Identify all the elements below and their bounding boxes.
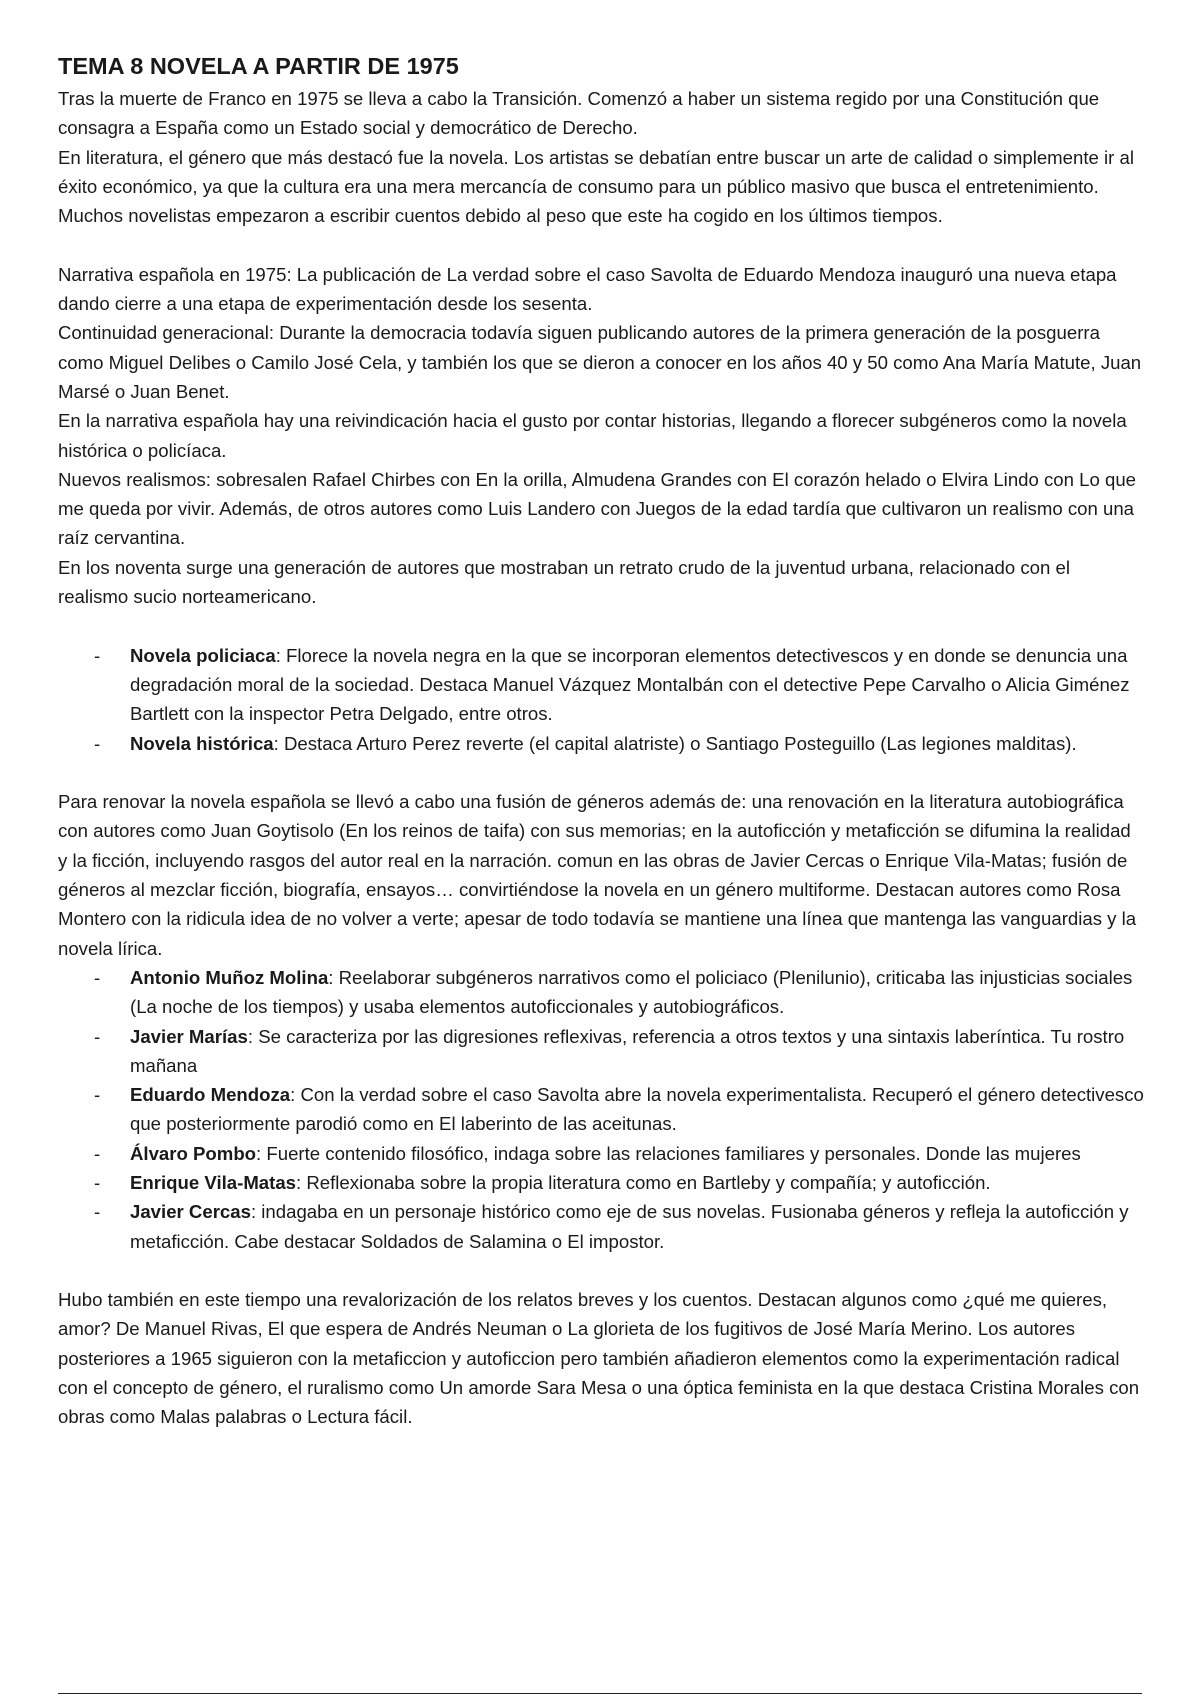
authors-list bbox=[58, 963, 1144, 1256]
genre-text: : Destaca Arturo Perez reverte (el capital alatriste) o Santiago Posteguillo (Las legiones malditas). bbox=[273, 732, 1077, 754]
author-name: Javier Cercas bbox=[130, 1201, 251, 1223]
spacer bbox=[58, 1256, 1144, 1285]
footer-rule bbox=[58, 1693, 1142, 1694]
author-name: Javier Marías bbox=[130, 1025, 248, 1047]
narrativa-paragraph-3: En la narrativa española hay una reivindicación hacia el gusto por contar historias, llegando a florecer subgéneros como la novela histórica o policíaca. bbox=[58, 410, 1127, 461]
relatos-paragraph: Hubo también en este tiempo una revalorización de los relatos breves y los cuentos. Destacan algunos como ¿qué me quieres, amor? De Manuel Rivas, El que espera de Andrés Neuman o La glorieta de los fugitivos de José María Merino. Los autores posteriores a 1965 siguieron con la metaficcion y autoficcion pero también añadieron elementos como la experimentación radical con el concepto de género, el ruralismo como Un amorde Sara Mesa o una óptica feminista en la que destaca Cristina Morales con obras como Malas palabras o Lectura fácil. bbox=[58, 1289, 1140, 1428]
genre-text: : Florece la novela negra en la que se incorporan elementos detectivescos y en donde se denuncia una degradación moral de la sociedad. Destaca Manuel Vázquez Montalbán con el detective Pepe Carvalho o Alicia Giménez Bartlett con la inspector Petra Delgado, entre otros. bbox=[130, 644, 1130, 725]
author-text: : Reelaborar subgéneros narrativos como el policiaco (Plenilunio), criticaba las injusticias sociales (La noche de los tiempos) y usaba elementos autoficcionales y autobiográficos. bbox=[130, 966, 1133, 1018]
genres-list bbox=[58, 641, 1144, 758]
list-item bbox=[94, 729, 1144, 758]
author-text: : Se caracteriza por las digresiones reflexivas, referencia a otros textos y una sintaxis laberíntica. Tu rostro mañana bbox=[130, 1025, 1125, 1076]
author-name: Antonio Muñoz Molina bbox=[130, 966, 329, 988]
narrativa-paragraph-5: En los noventa surge una generación de autores que mostraban un retrato crudo de la juventud urbana, relacionado con el realismo sucio norteamericano. bbox=[58, 556, 1070, 608]
intro-paragraph-2: En literatura, el género que más destacó fue la novela. Los artistas se debatían entre buscar un arte de calidad o simplemente ir al éxito económico, ya que la cultura era una mera mercancía de consumo para un público masivo que busca el entretenimiento. Muchos novelistas empezaron a escribir cuentos debido al peso que este ha cogido en los últimos tiempos. bbox=[58, 146, 1134, 227]
renovar-paragraph: Para renovar la novela española se llevó a cabo una fusión de géneros además de: una renovación en la literatura autobiográfica con autores como Juan Goytisolo (En los reinos de taifa) con sus memorias; en la autoficción y metaficción se difumina la realidad y la ficción, incluyendo rasgos del autor real en la narración. comun en las obras de Javier Cercas o Enrique Vila-Matas; fusión de géneros al mezclar ficción, biografía, ensayos… convirtiéndose la novela en un género multiforme. Destacan autores como Rosa Montero con la ridicula idea de no volver a verte; apesar de todo todavía se mantiene una línea que mantenga las vanguardias y la novela lírica. bbox=[58, 791, 1137, 959]
author-name: Álvaro Pombo bbox=[130, 1142, 257, 1164]
bullet-dash: - bbox=[94, 966, 101, 988]
bullet-dash: - bbox=[94, 644, 101, 666]
narrativa-paragraph-2: Continuidad generacional: Durante la democracia todavía siguen publicando autores de la primera generación de la posguerra como Miguel Delibes o Camilo José Cela, y también los que se dieron a conocer en los años 40 y 50 como Ana María Matute, Juan Marsé o Juan Benet. bbox=[58, 322, 1142, 402]
genre-term: Novela histórica bbox=[130, 732, 274, 754]
list-item bbox=[94, 963, 1144, 1022]
list-item bbox=[94, 1139, 1144, 1168]
bullet-dash: - bbox=[94, 1142, 101, 1164]
list-item bbox=[94, 1197, 1144, 1256]
spacer bbox=[58, 611, 1144, 640]
bullet-dash: - bbox=[94, 1084, 101, 1106]
author-text: : Con la verdad sobre el caso Savolta abre la novela experimentalista. Recuperó el género detectivesco que posteriormente parodió como en El laberinto de las aceitunas. bbox=[130, 1084, 1144, 1135]
document-page bbox=[58, 52, 1144, 1432]
author-text: : Reflexionaba sobre la propia literatura como en Bartleby y compañía; y autoficción. bbox=[296, 1171, 991, 1193]
list-item bbox=[94, 1022, 1144, 1081]
bullet-dash: - bbox=[94, 1025, 101, 1047]
list-item bbox=[94, 1080, 1144, 1139]
bullet-dash: - bbox=[94, 1171, 101, 1193]
bullet-dash: - bbox=[94, 1201, 101, 1223]
author-text: : Fuerte contenido filosófico, indaga sobre las relaciones familiares y personales. Donde las mujeres bbox=[256, 1142, 1081, 1164]
author-name: Enrique Vila-Matas bbox=[130, 1171, 297, 1193]
author-name: Eduardo Mendoza bbox=[130, 1084, 291, 1106]
document-title: TEMA 8 NOVELA A PARTIR DE 1975 bbox=[58, 53, 459, 79]
bullet-dash: - bbox=[94, 732, 101, 754]
author-text: : indagaba en un personaje histórico como eje de sus novelas. Fusionaba géneros y refleja la autoficción y metaficción. Cabe destacar Soldados de Salamina o El impostor. bbox=[130, 1201, 1129, 1252]
intro-paragraph-1: Tras la muerte de Franco en 1975 se lleva a cabo la Transición. Comenzó a haber un sistema regido por una Constitución que consagra a España como un Estado social y democrático de Derecho. bbox=[58, 88, 1100, 139]
narrativa-paragraph-1: Narrativa española en 1975: La publicación de La verdad sobre el caso Savolta de Eduardo Mendoza inauguró una nueva etapa dando cierre a una etapa de experimentación desde los sesenta. bbox=[58, 263, 1117, 315]
list-item bbox=[94, 641, 1144, 729]
genre-term: Novela policiaca bbox=[130, 644, 276, 666]
list-item bbox=[94, 1168, 1144, 1197]
narrativa-paragraph-4: Nuevos realismos: sobresalen Rafael Chirbes con En la orilla, Almudena Grandes con El corazón helado o Elvira Lindo con Lo que me queda por vivir. Además, de otros autores como Luis Landero con Juegos de la edad tardía que cultivaron un realismo con una raíz cervantina. bbox=[58, 468, 1137, 549]
spacer bbox=[58, 758, 1144, 787]
spacer bbox=[58, 230, 1144, 259]
